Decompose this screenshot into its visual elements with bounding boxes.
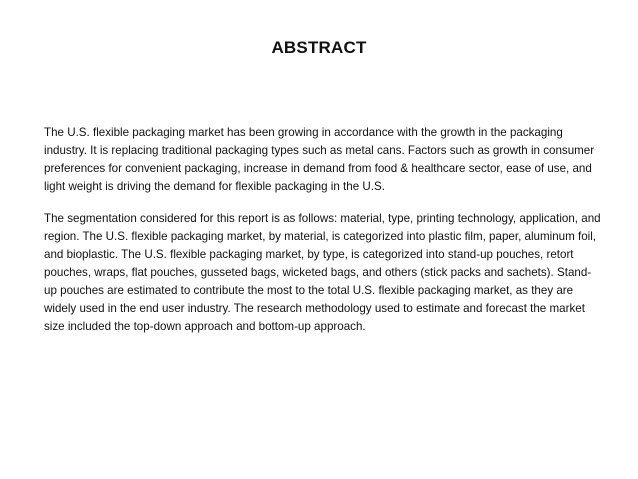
slide-title: ABSTRACT <box>271 38 367 57</box>
abstract-paragraph-1: The U.S. flexible packaging market has been growing in accordance with the growth in the packaging industry. It is replacing traditional packaging types such as metal cans. Factors such as growth in consumer preferences for convenient packaging, increase in demand from food & healthcare sector, ease of use, and light weight is driving the demand for flexible packaging in the U.S. <box>44 126 595 193</box>
abstract-paragraph-2: The segmentation considered for this report is as follows: material, type, printing technology, application, and region. The U.S. flexible packaging market, by material, is categorized into plastic film, paper, aluminum foil, and bioplastic. The U.S. flexible packaging market, by type, is categorized into stand-up pouches, retort pouches, wraps, flat pouches, gusseted bags, wicketed bags, and others (stick packs and sachets). Stand-up pouches are estimated to contribute the most to the total U.S. flexible packaging market, as they are widely used in the end user industry. The research methodology used to estimate and forecast the market size included the top-down approach and bottom-up approach. <box>44 212 601 333</box>
abstract-body <box>44 124 604 350</box>
